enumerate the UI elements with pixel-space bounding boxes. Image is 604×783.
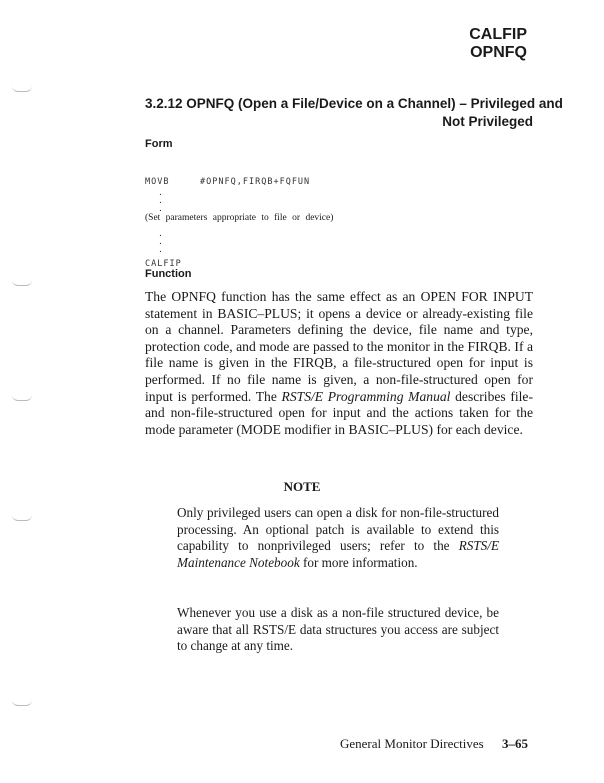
page-number: 3–65 (502, 736, 528, 751)
function-text: The OPNFQ function has the same effect as an OPEN FOR INPUT statement in BASIC–PLUS; it opens a device or already-existing file on a channel. Parameters defining the device, file name and type, protection code, and mode are passed to the monitor in the FIRQB. If a file name is given in the FIRQB, a file-structured open for input is performed. If no file name is given, a non-file-structured open for input is performed. The (145, 289, 533, 404)
section-heading-line2: Not Privileged (442, 114, 533, 129)
function-paragraph (145, 289, 533, 438)
note-text: Only privileged users can open a disk for non-file-structured processing. An optional patch is available to extend this capability to nonprivileged users; refer to the (177, 505, 499, 554)
ellipsis-dot: . (159, 245, 162, 255)
note-paragraph-1 (177, 505, 499, 571)
note-heading: NOTE (283, 479, 321, 494)
binder-hole-mark (12, 515, 32, 521)
binder-hole-mark (12, 395, 32, 401)
manual-reference: RSTS/E Programming Manual (281, 388, 451, 404)
binder-hole-mark (12, 86, 32, 92)
code-line-movb: MOVB #OPNFQ,FIRQB+FQFUN (145, 177, 311, 187)
function-heading: Function (145, 268, 192, 280)
ellipsis-dot: . (159, 229, 162, 239)
ellipsis-dot: . (159, 196, 162, 206)
binder-hole-mark (12, 700, 32, 706)
code-comment: (Set parameters appropriate to file or device) (145, 213, 334, 223)
note-paragraph-2: Whenever you use a disk as a non-file structured device, be aware that all RSTS/E data structures you access are subject to change at any time. (177, 605, 499, 654)
code-line-calfip: CALFIP (145, 259, 182, 269)
notebook-reference: RSTS/E Maintenance Notebook (177, 538, 499, 570)
header-subtitle: OPNFQ (470, 44, 527, 61)
ellipsis-dot: . (159, 204, 162, 214)
section-heading (145, 95, 563, 131)
form-heading: Form (145, 138, 173, 150)
section-heading-line1: 3.2.12 OPNFQ (Open a File/Device on a Channel) – Privileged and (145, 96, 563, 111)
note-text-cont: for more information. (299, 554, 418, 570)
function-text-cont: describes file- and non-file-structured open for input and the actions taken for the mode parameter (MODE modifier in BASIC–PLUS) for each device. (145, 388, 533, 437)
footer-section: General Monitor Directives (340, 736, 484, 751)
ellipsis-dot: . (159, 188, 162, 198)
binder-hole-mark (12, 280, 32, 286)
header-title: CALFIP (469, 26, 527, 43)
ellipsis-dot: . (159, 237, 162, 247)
